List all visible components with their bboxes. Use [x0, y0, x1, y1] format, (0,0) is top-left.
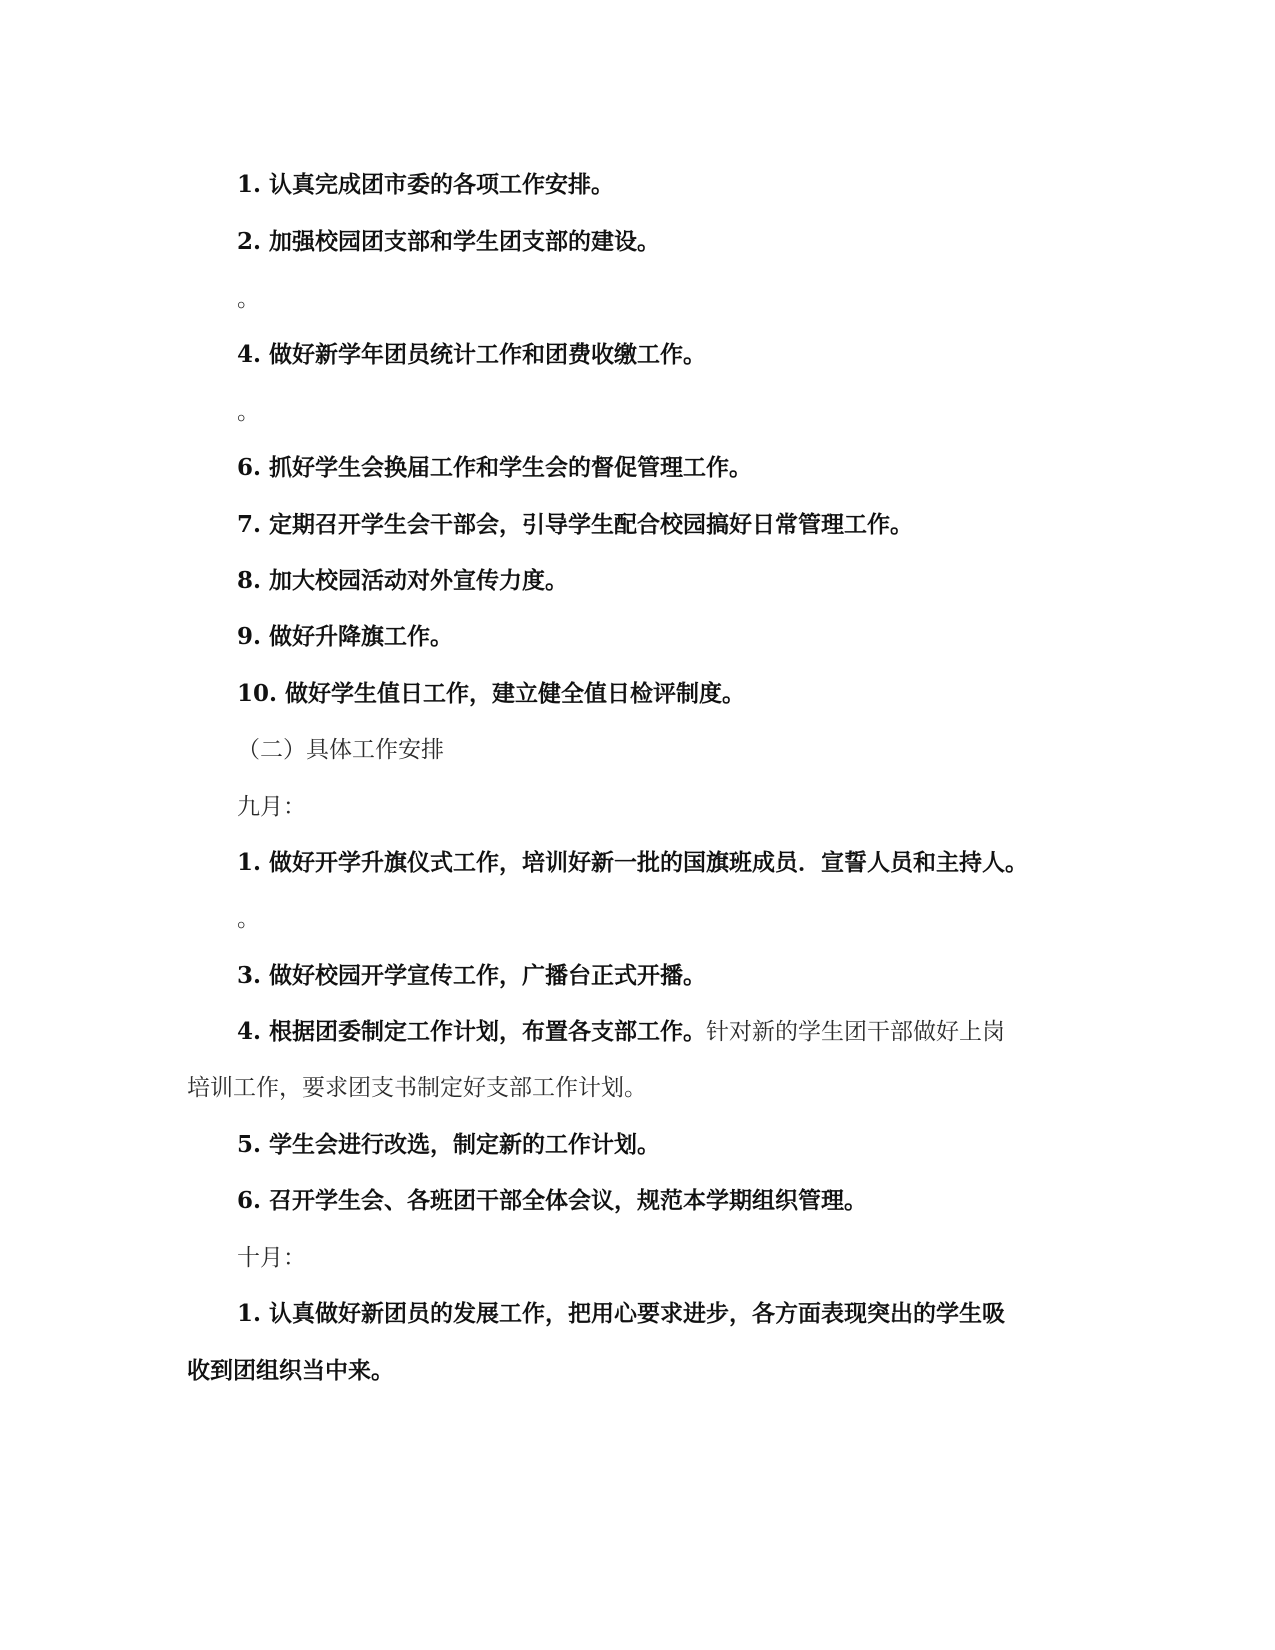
september-item-4-normal: 针对新的学生团干部做好上岗 — [706, 1019, 1006, 1045]
item-6: 6. 抓好学生会换届工作和学生会的督促管理工作。 — [237, 454, 753, 481]
item-7: 7. 定期召开学生会干部会，引导学生配合校园搞好日常管理工作。 — [237, 511, 914, 538]
september-item-4-bold: 4. 根据团委制定工作计划，布置各支部工作。 — [237, 1018, 707, 1045]
month-label-september: 九月： — [237, 794, 306, 820]
section-heading: （二）具体工作安排 — [237, 737, 444, 763]
october-item-1-line-2: 收到团组织当中来。 — [187, 1357, 394, 1384]
item-10: 10. 做好学生值日工作，建立健全值日检评制度。 — [237, 680, 746, 707]
month-label-october: 十月： — [237, 1245, 306, 1271]
september-item-1: 1. 做好开学升旗仪式工作，培训好新一批的国旗班成员．宣誓人员和主持人。 — [237, 849, 1029, 876]
item-9: 9. 做好升降旗工作。 — [237, 623, 454, 650]
item-2: 2. 加强校园团支部和学生团支部的建设。 — [237, 228, 661, 255]
september-item-5: 5. 学生会进行改选，制定新的工作计划。 — [237, 1131, 661, 1158]
september-blank-line: 。 — [237, 906, 260, 932]
item-8: 8. 加大校园活动对外宣传力度。 — [237, 567, 569, 594]
item-4: 4. 做好新学年团员统计工作和团费收缴工作。 — [237, 341, 707, 368]
september-item-4-continued: 培训工作，要求团支书制定好支部工作计划。 — [187, 1075, 647, 1101]
september-item-3: 3. 做好校园开学宣传工作，广播台正式开播。 — [237, 962, 707, 989]
blank-line-2: 。 — [237, 399, 260, 425]
october-item-1-line-1: 1. 认真做好新团员的发展工作，把用心要求进步，各方面表现突出的学生吸 — [237, 1300, 1006, 1327]
september-item-6: 6. 召开学生会、各班团干部全体会议，规范本学期组织管理。 — [237, 1187, 868, 1214]
september-item-4 — [237, 1017, 1005, 1047]
blank-line-1: 。 — [237, 286, 260, 312]
item-1: 1. 认真完成团市委的各项工作安排。 — [237, 171, 615, 198]
